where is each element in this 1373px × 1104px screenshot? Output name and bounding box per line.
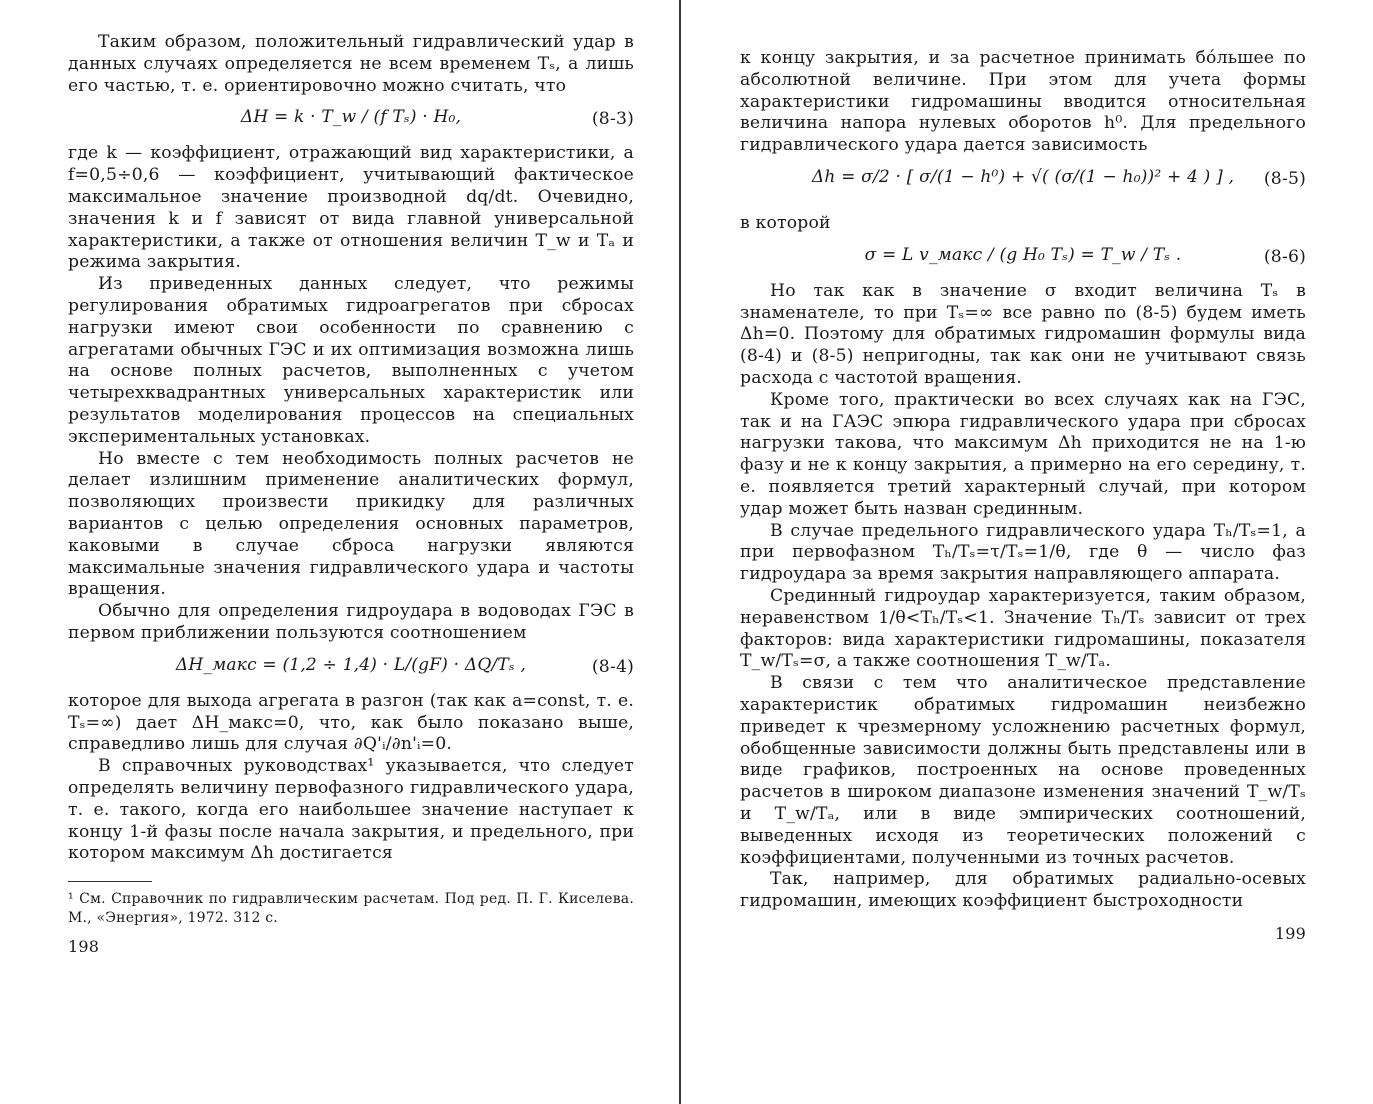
equation-number: (8-5) [1263, 168, 1306, 189]
footnote-divider [68, 881, 152, 882]
paragraph: где k — коэффициент, отражающий вид характеристики, а f=0,5÷0,6 — коэффициент, учитывающий фактическое максимальное значение производной dq/dt. Очевидно, значения k и f зависят от вида главной универсальной характеристики, а также от отношения величин T_w и Tₐ и режима закрытия. [68, 143, 634, 273]
footnote: ¹ См. Справочник по гидравлическим расчетам. Под ред. П. Г. Киселева. М., «Энергия», 1972. 312 с. [68, 891, 634, 927]
paragraph: Так, например, для обратимых радиально-осевых гидромашин, имеющих коэффициент быстроходности [740, 869, 1306, 912]
equation-8-3 [68, 97, 634, 143]
equation-text: σ = L v_макс / (g H₀ Tₛ) = T_w / Tₛ . [864, 244, 1182, 265]
left-page [68, 0, 634, 1104]
right-page [740, 0, 1306, 1104]
paragraph: В случае предельного гидравлического удара Tₕ/Tₛ=1, а при первофазном Tₕ/Tₛ=τ/Tₛ=1/θ, где θ — число фаз гидроудара за время закрытия направляющего аппарата. [740, 520, 1306, 585]
equation-text: Δh = σ/2 · [ σ/(1 − h⁰) + √( (σ/(1 − h₀))² + 4 ) ] , [811, 166, 1235, 187]
equation-8-4 [68, 645, 634, 691]
page-gutter [679, 0, 681, 1104]
paragraph: Таким образом, положительный гидравлический удар в данных случаях определяется не всем временем Tₛ, а лишь его частью, т. е. ориентировочно можно считать, что [68, 32, 634, 96]
equation-number: (8-3) [591, 109, 634, 130]
equation-text: ΔH = k · T_w / (f Tₛ) · H₀, [240, 107, 462, 128]
paragraph: Кроме того, практически во всех случаях как на ГЭС, так и на ГАЭС эпюра гидравлического удара при сбросах нагрузки такова, что максимум Δh приходится не на 1-ю фазу и не к концу закрытия, а примерно на его середину, т. е. появляется третий характерный случай, при котором удар может быть назван срединным. [740, 389, 1306, 519]
equation-number: (8-6) [1263, 246, 1306, 267]
page-number: 199 [1274, 923, 1306, 943]
paragraph: Из приведенных данных следует, что режимы регулирования обратимых гидроагрегатов при сбросах нагрузки имеют свои особенности по сравнению с агрегатами обычных ГЭС и их оптимизация возможна лишь на основе полных расчетов, выполненных с учетом четырехквадрантных универсальных характеристик или результатов моделирования процессов на специальных экспериментальных установках. [68, 274, 634, 447]
paragraph: к концу закрытия, и за расчетное принимать бóльшее по абсолютной величине. При этом для учета формы характеристики гидромашины вводится относительная величина напора нулевых оборотов h⁰. Для предельного гидравлического удара дается зависимость [740, 48, 1306, 156]
paragraph: Обычно для определения гидроудара в водоводах ГЭС в первом приближении пользуются соотношением [68, 601, 634, 643]
equation-8-6 [740, 235, 1306, 281]
paragraph: Срединный гидроудар характеризуется, таким образом, неравенством 1/θ<Tₕ/Tₛ<1. Значение Tₕ/Tₛ зависит от трех факторов: вида характеристики гидромашины, показателя T_w/Tₛ=σ, а также соотношения T_w/Tₐ. [740, 585, 1306, 672]
equation-text: ΔH_макс = (1,2 ÷ 1,4) · L/(gF) · ΔQ/Tₛ , [175, 654, 527, 675]
paragraph: Но так как в значение σ входит величина Tₛ в знаменателе, то при Tₛ=∞ все равно по (8-5) будем иметь Δh=0. Поэтому для обратимых гидромашин формулы вида (8-4) и (8-5) непригодны, так как они не учитывают связь расхода с частотой вращения. [740, 280, 1306, 388]
paragraph: в которой [740, 212, 831, 233]
paragraph: которое для выхода агрегата в разгон (так как a=const, т. е. Tₛ=∞) дает ΔH_макс=0, что, как было показано выше, справедливо лишь для случая ∂Q'ᵢ/∂n'ᵢ=0. [68, 690, 634, 755]
equation-8-5 [740, 157, 1306, 213]
equation-number: (8-4) [591, 656, 634, 677]
paragraph: В справочных руководствах¹ указывается, что следует определять величину первофазного гидравлического удара, т. е. такого, когда его наибольшее значение наступает к концу 1-й фазы после начала закрытия, и предельного, при котором максимум Δh достигается [68, 756, 634, 864]
paragraph: Но вместе с тем необходимость полных расчетов не делает излишним применение аналитических формул, позволяющих произвести прикидку для различных вариантов с целью определения основных параметров, каковыми в случае сброса нагрузки являются максимальные значения гидравлического удара и частоты вращения. [68, 448, 634, 600]
paragraph: В связи с тем что аналитическое представление характеристик обратимых гидромашин неизбежно приведет к чрезмерному усложнению расчетных формул, обобщенные зависимости должны быть представлены или в виде графиков, построенных на основе проведенных расчетов в широком диапазоне изменения значений T_w/Tₛ и T_w/Tₐ, или в виде эмпирических соотношений, выведенных исходя из теоретических положений с коэффициентами, полученными из точных расчетов. [740, 673, 1306, 868]
page-number: 198 [68, 937, 100, 957]
